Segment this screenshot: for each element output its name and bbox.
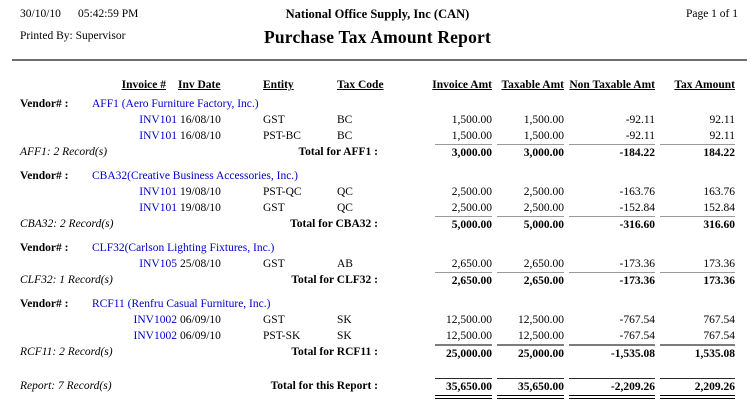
vendor-record-count: AFF1: 2 Record(s) bbox=[20, 146, 108, 158]
tax-code-value: BC bbox=[337, 130, 353, 142]
vendor-label: Vendor# : bbox=[20, 98, 69, 110]
invoice-rows bbox=[20, 312, 735, 344]
page-header bbox=[0, 0, 755, 58]
vendor-label: Vendor# : bbox=[20, 242, 69, 254]
entity-value: PST-BC bbox=[263, 130, 301, 142]
entity-value: GST bbox=[263, 202, 285, 214]
entity-value: GST bbox=[263, 114, 285, 126]
tax-code-value: QC bbox=[337, 202, 353, 214]
tax-amount-value: 92.11 bbox=[709, 130, 735, 142]
col-header-non-taxable-amt: Non Taxable Amt bbox=[569, 79, 655, 91]
invoice-date: 06/09/10 bbox=[180, 330, 221, 342]
invoice-rows bbox=[20, 112, 735, 144]
tax-amount-value: 767.54 bbox=[703, 314, 735, 326]
vendor-name-link[interactable]: CLF32(Carlson Lighting Fixtures, Inc.) bbox=[92, 242, 275, 254]
invoice-row bbox=[20, 128, 735, 144]
col-header-tax-code: Tax Code bbox=[337, 79, 384, 91]
vendor-total-invoice-amt: 25,000.00 bbox=[435, 344, 492, 362]
invoice-amt-value: 2,650.00 bbox=[451, 258, 492, 270]
invoice-date: 16/08/10 bbox=[180, 114, 221, 126]
report-total-non-taxable-amt: -2,209.26 bbox=[569, 378, 655, 399]
invoice-date: 16/08/10 bbox=[180, 130, 221, 142]
invoice-date: 25/08/10 bbox=[180, 258, 221, 270]
invoice-amt-value: 2,500.00 bbox=[451, 186, 492, 198]
vendor-row bbox=[20, 296, 735, 312]
report-total-taxable-amt: 35,650.00 bbox=[497, 378, 564, 399]
taxable-amt-value: 2,500.00 bbox=[523, 202, 564, 214]
invoice-number-link[interactable]: INV101 bbox=[139, 130, 177, 142]
vendor-total-invoice-amt: 3,000.00 bbox=[435, 144, 492, 161]
invoice-row bbox=[20, 200, 735, 216]
vendor-record-count: RCF11: 2 Record(s) bbox=[20, 346, 113, 358]
report-total-label: Total for this Report : bbox=[270, 380, 378, 392]
vendor-group bbox=[20, 96, 735, 161]
vendor-group bbox=[20, 168, 735, 233]
vendor-row bbox=[20, 240, 735, 256]
invoice-rows bbox=[20, 184, 735, 216]
vendor-label: Vendor# : bbox=[20, 298, 69, 310]
tax-amount-value: 163.76 bbox=[703, 186, 735, 198]
tax-code-value: QC bbox=[337, 186, 353, 198]
tax-amount-value: 152.84 bbox=[703, 202, 735, 214]
invoice-number-link[interactable]: INV101 bbox=[139, 114, 177, 126]
vendor-label: Vendor# : bbox=[20, 170, 69, 182]
invoice-amt-value: 12,500.00 bbox=[446, 330, 492, 342]
vendor-name-link[interactable]: AFF1 (Aero Furniture Factory, Inc.) bbox=[92, 98, 259, 110]
vendor-total-non-taxable-amt: -1,535.08 bbox=[569, 344, 655, 362]
col-header-invoice-amt: Invoice Amt bbox=[432, 79, 492, 91]
vendor-total-non-taxable-amt: -184.22 bbox=[569, 144, 655, 161]
print-date: 30/10/10 bbox=[20, 8, 61, 20]
vendor-total-taxable-amt: 2,650.00 bbox=[497, 272, 564, 289]
invoice-number-link[interactable]: INV101 bbox=[139, 202, 177, 214]
tax-amount-value: 173.36 bbox=[703, 258, 735, 270]
taxable-amt-value: 1,500.00 bbox=[523, 114, 564, 126]
vendor-total-taxable-amt: 3,000.00 bbox=[497, 144, 564, 161]
vendor-group bbox=[20, 296, 735, 362]
taxable-amt-value: 12,500.00 bbox=[518, 330, 564, 342]
vendor-total-invoice-amt: 5,000.00 bbox=[435, 216, 492, 233]
non-taxable-amt-value: -92.11 bbox=[625, 114, 655, 126]
column-header-row bbox=[20, 77, 735, 93]
tax-amount-value: 767.54 bbox=[703, 330, 735, 342]
company-name: National Office Supply, Inc (CAN) bbox=[285, 7, 470, 21]
vendor-total-taxable-amt: 25,000.00 bbox=[497, 344, 564, 362]
non-taxable-amt-value: -163.76 bbox=[619, 186, 655, 198]
vendor-record-count: CBA32: 2 Record(s) bbox=[20, 218, 114, 230]
vendor-total-label: Total for CLF32 : bbox=[291, 274, 378, 286]
invoice-rows bbox=[20, 256, 735, 272]
non-taxable-amt-value: -767.54 bbox=[619, 314, 655, 326]
invoice-number-link[interactable]: INV1002 bbox=[133, 314, 177, 326]
entity-value: PST-SK bbox=[263, 330, 301, 342]
page-number: Page 1 of 1 bbox=[685, 8, 738, 20]
invoice-row bbox=[20, 184, 735, 200]
entity-value: GST bbox=[263, 258, 285, 270]
col-header-invoice: Invoice # bbox=[121, 79, 166, 91]
col-header-inv-date: Inv Date bbox=[178, 79, 221, 91]
vendor-total-tax-amount: 1,535.08 bbox=[660, 344, 735, 362]
tax-code-value: SK bbox=[337, 330, 352, 342]
vendor-name-link[interactable]: CBA32(Creative Business Accessories, Inc.) bbox=[92, 170, 299, 182]
vendor-group bbox=[20, 240, 735, 289]
vendor-total-invoice-amt: 2,650.00 bbox=[435, 272, 492, 289]
col-header-tax-amount: Tax Amount bbox=[674, 79, 735, 91]
vendor-row bbox=[20, 168, 735, 184]
vendor-total-tax-amount: 173.36 bbox=[660, 272, 735, 289]
vendor-total-row bbox=[20, 144, 735, 161]
invoice-amt-value: 2,500.00 bbox=[451, 202, 492, 214]
vendor-total-row bbox=[20, 344, 735, 362]
tax-code-value: SK bbox=[337, 314, 352, 326]
taxable-amt-value: 12,500.00 bbox=[518, 314, 564, 326]
report-total-row bbox=[20, 378, 735, 399]
invoice-date: 19/08/10 bbox=[180, 186, 221, 198]
vendor-total-label: Total for RCF11 : bbox=[291, 346, 378, 358]
vendor-record-count: CLF32: 1 Record(s) bbox=[20, 274, 113, 286]
vendor-total-row bbox=[20, 272, 735, 289]
vendor-row bbox=[20, 96, 735, 112]
report-title: Purchase Tax Amount Report bbox=[263, 27, 492, 47]
taxable-amt-value: 2,650.00 bbox=[523, 258, 564, 270]
entity-value: GST bbox=[263, 314, 285, 326]
entity-value: PST-QC bbox=[263, 186, 302, 198]
report-table bbox=[20, 63, 735, 399]
tax-code-value: BC bbox=[337, 114, 353, 126]
vendor-groups bbox=[20, 96, 735, 362]
vendor-total-label: Total for CBA32 : bbox=[290, 218, 378, 230]
invoice-amt-value: 1,500.00 bbox=[451, 130, 492, 142]
invoice-date: 19/08/10 bbox=[180, 202, 221, 214]
invoice-amt-value: 1,500.00 bbox=[451, 114, 492, 126]
vendor-total-row bbox=[20, 216, 735, 233]
invoice-row bbox=[20, 256, 735, 272]
invoice-row bbox=[20, 328, 735, 344]
non-taxable-amt-value: -767.54 bbox=[619, 330, 655, 342]
vendor-total-non-taxable-amt: -173.36 bbox=[569, 272, 655, 289]
printed-by: Printed By: Supervisor bbox=[20, 30, 126, 42]
report-record-count: Report: 7 Record(s) bbox=[20, 380, 112, 392]
non-taxable-amt-value: -92.11 bbox=[625, 130, 655, 142]
vendor-total-taxable-amt: 5,000.00 bbox=[497, 216, 564, 233]
invoice-date: 06/09/10 bbox=[180, 314, 221, 326]
col-header-entity: Entity bbox=[263, 79, 294, 91]
invoice-row bbox=[20, 312, 735, 328]
report-total-invoice-amt: 35,650.00 bbox=[435, 378, 492, 399]
report-total-tax-amount: 2,209.26 bbox=[660, 378, 735, 399]
tax-code-value: AB bbox=[337, 258, 353, 270]
header-divider bbox=[12, 59, 747, 61]
invoice-number-link[interactable]: INV101 bbox=[139, 186, 177, 198]
non-taxable-amt-value: -152.84 bbox=[619, 202, 655, 214]
vendor-name-link[interactable]: RCF11 (Renfru Casual Furniture, Inc.) bbox=[92, 298, 271, 310]
vendor-total-tax-amount: 184.22 bbox=[660, 144, 735, 161]
vendor-total-label: Total for AFF1 : bbox=[298, 146, 378, 158]
invoice-amt-value: 12,500.00 bbox=[446, 314, 492, 326]
invoice-number-link[interactable]: INV105 bbox=[139, 258, 177, 270]
non-taxable-amt-value: -173.36 bbox=[619, 258, 655, 270]
taxable-amt-value: 1,500.00 bbox=[523, 130, 564, 142]
vendor-total-tax-amount: 316.60 bbox=[660, 216, 735, 233]
tax-amount-value: 92.11 bbox=[709, 114, 735, 126]
vendor-total-non-taxable-amt: -316.60 bbox=[569, 216, 655, 233]
print-time: 05:42:59 PM bbox=[78, 8, 139, 20]
invoice-number-link[interactable]: INV1002 bbox=[133, 330, 177, 342]
taxable-amt-value: 2,500.00 bbox=[523, 186, 564, 198]
invoice-row bbox=[20, 112, 735, 128]
col-header-taxable-amt: Taxable Amt bbox=[501, 79, 564, 91]
